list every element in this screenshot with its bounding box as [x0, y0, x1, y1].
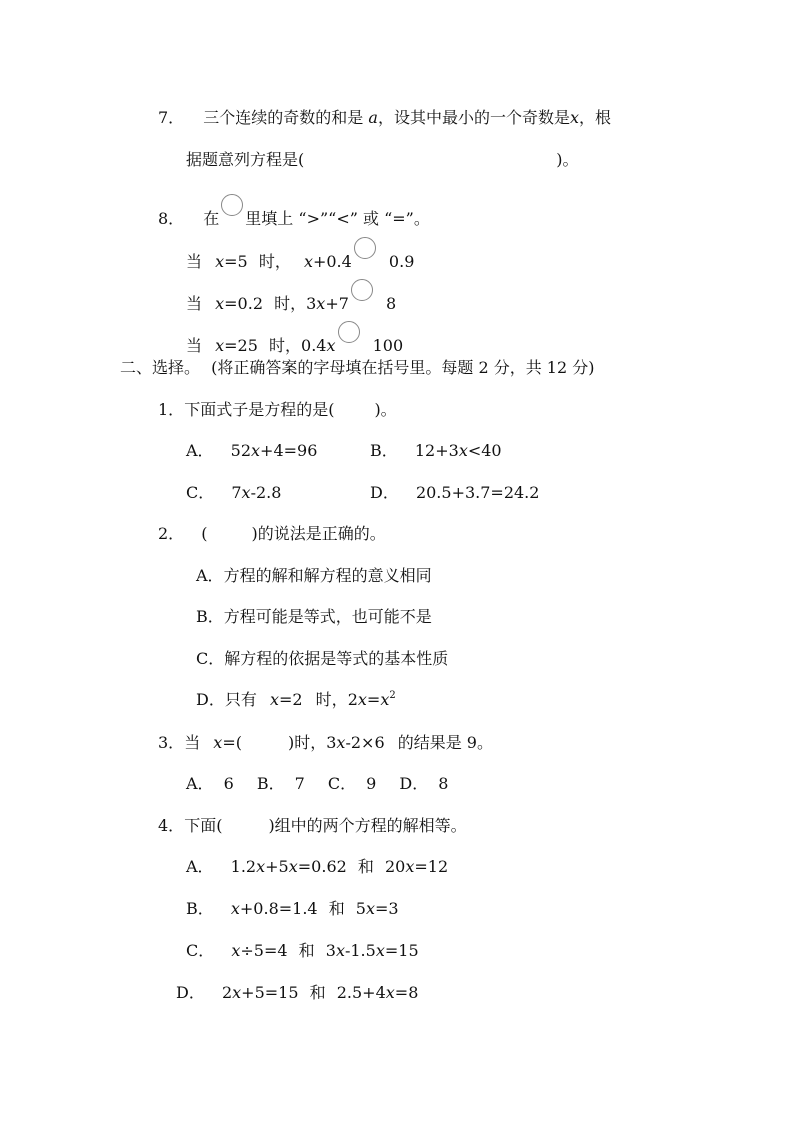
c2-option-a[interactable]: A．方程的解和解方程的意义相同	[196, 566, 432, 585]
section-title: 二、选择。	[120, 358, 201, 377]
q7-number: 7．	[158, 108, 185, 127]
c3-option-b[interactable]: B． 7	[256, 774, 305, 793]
c3-option-a[interactable]: A． 6	[186, 774, 234, 793]
q8-number: 8．	[158, 209, 185, 228]
compare-circle[interactable]	[338, 321, 360, 343]
c3-option-c[interactable]: C． 9	[327, 774, 377, 793]
c4-option-c[interactable]: C． x÷5=4 和 3x-1.5x=15	[186, 941, 419, 960]
c1-option-d[interactable]: D． 20.5+3.7=24.2	[370, 483, 540, 502]
c1-option-b[interactable]: B． 12+3x<40	[370, 441, 502, 460]
c1-option-a[interactable]: A． 52x+4=96	[186, 441, 318, 460]
c4-option-b[interactable]: B． x+0.8=1.4 和 5x=3	[186, 899, 399, 918]
c2-stem: 2． ( )的说法是正确的。	[158, 524, 386, 543]
q7-line2: 据题意列方程是( )。	[186, 150, 579, 169]
c2-option-c[interactable]: C．解方程的依据是等式的基本性质	[196, 649, 449, 668]
c1-stem: 1．下面式子是方程的是( )。	[158, 400, 397, 419]
q8-row-3: 当 x=25 时，0.4x 100	[186, 321, 403, 356]
c4-option-a[interactable]: A． 1.2x+5x=0.62 和 20x=12	[186, 857, 449, 876]
compare-circle-icon	[221, 194, 243, 216]
c3-options	[186, 774, 448, 794]
var-a: a	[368, 108, 378, 127]
section-2-heading	[120, 358, 594, 378]
q7-line1: 7． 三个连续的奇数的和是 a，设其中最小的一个奇数是x，根	[158, 108, 611, 127]
compare-circle[interactable]	[351, 279, 373, 301]
c3-stem: 3．当 x=( )时，3x-2×6 的结果是 9。	[158, 733, 493, 752]
c1-option-c[interactable]: C． 7x-2.8	[186, 483, 282, 502]
q8-row-1: 当 x=5 时， x+0.4 0.9	[186, 237, 414, 272]
c2-option-d[interactable]: D．只有 x=2 时，$2x=x^2$	[196, 690, 396, 709]
c2-option-b[interactable]: B．方程可能是等式，也可能不是	[196, 607, 432, 626]
c4-option-d[interactable]: D． 2x+5=15 和 2.5+4x=8	[176, 983, 419, 1002]
c3-option-d[interactable]: D． 8	[399, 774, 449, 793]
compare-circle[interactable]	[354, 237, 376, 259]
section-note: (将正确答案的字母填在括号里。每题 2 分，共 12 分)	[211, 358, 595, 377]
q8-stem: 8． 在 里填上 “>”“<” 或 “=”。	[158, 194, 430, 229]
var-x: x	[569, 108, 579, 127]
q8-row-2: 当 x=0.2 时，3x+7 8	[186, 279, 396, 314]
c4-stem: 4．下面( )组中的两个方程的解相等。	[158, 816, 467, 835]
